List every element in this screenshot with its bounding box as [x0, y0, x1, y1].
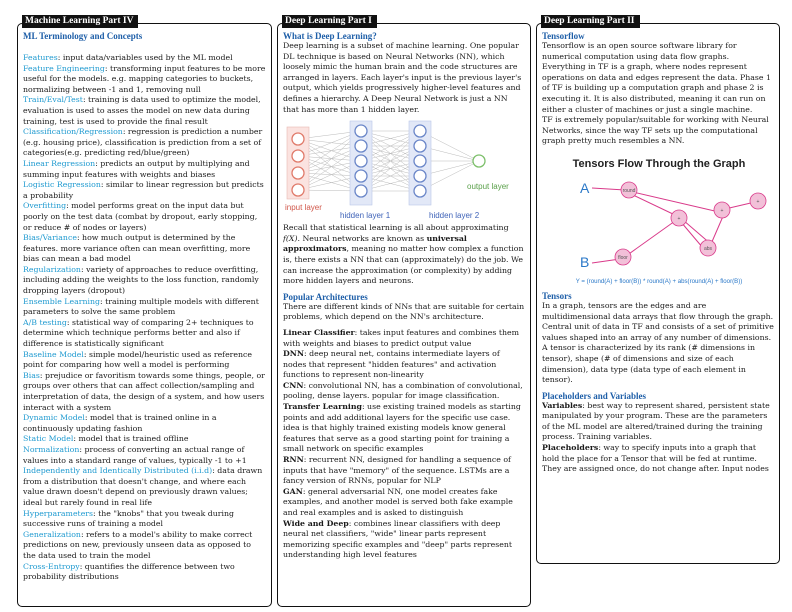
term-label: Ensemble Learning [23, 296, 100, 306]
term-entry [23, 265, 266, 297]
architecture-description: : combines linear classifiers with deep neural net classifiers, "wide" linear parts represent memorizing specific examples and "deep" parts represent understanding high level features [283, 518, 512, 560]
architecture-entry [283, 328, 525, 349]
op-add-2: + [720, 207, 724, 214]
term-label: Dynamic Model [23, 413, 85, 423]
paragraph-variables [542, 401, 774, 443]
term-entry [23, 445, 266, 466]
tensor-flow-graph-figure [542, 153, 774, 287]
term-label: Cross-Entropy [23, 561, 80, 571]
term-entry [23, 159, 266, 180]
paragraph-dl-intro: Deep learning is a subset of machine learning. One popular DL technique is based on Neural Networks (NN), which loosely mimic the human brain and the code structures are arranged in layers. Each layer's input is the previous layer's output, which yields progressively higher-level features and defines a hierarchy. A Deep Neural Network is just a NN that has more than 1 hidden layer. [283, 41, 522, 114]
graph-nodes [615, 182, 766, 265]
hidden2-node [414, 125, 426, 137]
term-entry [23, 201, 266, 233]
term-definition: : model that is trained offline [73, 434, 189, 444]
term-definition: : variety of approaches to reduce overfitting, including adding the weights to the loss function, randomly dropping layers (dropout) [23, 264, 259, 296]
text-run: , meaning no matter how complex a function is, there exists a NN that can (approximately) do the job. We can increase the approximation (or complexity) by adding more hidden layers and neurons. [283, 244, 524, 286]
column-ml-part-iv [17, 16, 272, 607]
node-a-label: A [580, 179, 590, 196]
term-entry [23, 95, 266, 127]
column-content [23, 31, 266, 604]
term-definition: : quantifies the difference between two probability distributions [23, 561, 235, 582]
term-label: Overfitting [23, 201, 67, 211]
term-label: A/B testing [23, 317, 67, 327]
architecture-name: GAN [283, 486, 303, 496]
bold-universal-approximators: universal approximators [283, 233, 467, 254]
column-content [542, 31, 774, 561]
paragraph-tensorflow: Tensorflow is an open source software library for numerical computation using data flow graphs. Everything in TF is a graph, where nodes represent operations on data and edges represent the data. Phase 1 of TF is building up a computation graph and phase 2 is executing it. It is also distributed, meaning it can run on either a cluster of machines or just a single machine. [542, 41, 771, 114]
math-fx: f(X) [283, 233, 298, 243]
architecture-name: RNN [283, 455, 304, 465]
term-entry [23, 434, 266, 445]
definition-variables: : best way to represent shared, persistent state manipulated by your program. These are the parameters of the ML model are altered/trained during the training process. Training variables. [542, 400, 770, 442]
term-entry [23, 53, 266, 64]
term-placeholders: Placeholders [542, 443, 599, 453]
section-heading-tensorflow: Tensorflow [542, 31, 585, 41]
architecture-name: Transfer Learning [283, 402, 362, 412]
term-label: Linear Regression [23, 158, 96, 168]
term-definition: : regression is prediction a number (e.g. housing price), classification is prediction from a set of categories(e.g. predicting red/blue/green) [23, 127, 263, 158]
input-node [292, 133, 304, 145]
output-node [473, 155, 485, 167]
term-label: Hyperparameters [23, 508, 94, 518]
term-label: Features [23, 53, 58, 62]
input-node [292, 150, 304, 162]
node-b-label: B [580, 253, 590, 270]
term-entry [23, 127, 266, 159]
term-definition: : model performs great on the input data but poorly on the test data (combat by dropout, early stopping, or reduce # of nodes or layers) [23, 201, 258, 232]
term-definition: : data drawn from a distribution that doesn't change, and where each value drawn doesn't depend on previously drawn values; ideal but rarely found in real life [23, 466, 263, 507]
term-definition: : refers to a model's ability to make correct predictions on new, previously unseen data as opposed to the data used to train the model [23, 529, 253, 560]
term-entry [23, 350, 266, 371]
architecture-entry [283, 455, 525, 487]
input-layer-label: input layer [285, 203, 322, 213]
column-deep-learning-part-ii [536, 16, 780, 564]
section-heading-placeholders-variables: Placeholders and Variables [542, 390, 647, 401]
column-content [283, 31, 525, 604]
hidden2-node [414, 185, 426, 197]
op-floor: floor [618, 254, 628, 261]
term-definition: : how much output is determined by the features. more variance often can mean overfitting, more bias can mean a bad model [23, 233, 251, 264]
architecture-name: Wide and Deep [283, 518, 349, 528]
op-add-1: + [677, 215, 681, 222]
term-definition: : the "knobs" that you tweak during successive runs of training a model [23, 508, 235, 529]
nn-connections [298, 131, 479, 191]
term-label: Normalization [23, 444, 80, 454]
term-definition: : statistical way of comparing 2+ techniques to determine which technique performs better and also if difference is statistically significant [23, 317, 254, 349]
hidden-layer-2-label: hidden layer 2 [429, 211, 480, 221]
paragraph-tensor-rank: A tensor is characterized by its rank (# dimensions in tensor), shape (# of dimensions and size of each dimension), data type (data type of each element in tensor). [542, 343, 756, 385]
hidden1-node [355, 185, 367, 197]
output-layer-label: output layer [467, 182, 509, 192]
term-label: Feature Engineering [23, 63, 105, 73]
column-deep-learning-part-i [277, 16, 531, 607]
term-label: Bias/Variance [23, 233, 77, 243]
architecture-entry [283, 487, 525, 519]
architecture-description: : general adversarial NN, one model creates fake examples, and another model is served both fake example and real examples and is asked to distinguish [283, 486, 513, 517]
hidden2-node [414, 155, 426, 167]
term-label: Static Model [23, 434, 74, 444]
term-label: Regularization [23, 264, 81, 274]
architecture-description: : takes input features and combines them with weights and biases to predict output value [283, 327, 519, 348]
op-abs: abs [703, 245, 713, 252]
paragraph-universal-approximators [283, 223, 525, 287]
term-entry [23, 509, 266, 530]
term-entry [23, 562, 266, 583]
term-definition: : similar to linear regression but predicts a probability [23, 180, 264, 200]
term-entry [23, 233, 266, 265]
section-heading-tensors: Tensors [542, 290, 572, 301]
hidden-layer-1-label: hidden layer 1 [340, 211, 391, 221]
architecture-name: Linear Classifier [283, 327, 355, 337]
architectures-list [283, 328, 525, 561]
term-definition: : simple model/heuristic used as reference point for comparing how well a model is performing [23, 349, 253, 370]
term-entry [23, 64, 266, 96]
architecture-description: : convolutional NN, has a combination of convolutional, pooling, dense layers. popular for image classification. [283, 380, 523, 401]
hidden1-node [355, 170, 367, 182]
hidden2-node [414, 170, 426, 182]
section-heading-ml-terminology: ML Terminology and Concepts [23, 31, 143, 41]
paragraph-placeholders [542, 443, 774, 475]
architecture-name: CNN [283, 380, 304, 390]
hidden1-node [355, 155, 367, 167]
term-label: Logistic Regression [23, 180, 101, 190]
section-heading-popular-architectures: Popular Architectures [283, 291, 368, 302]
architecture-description: : recurrent NN, designed for handling a sequence of inputs that have "memory" of the sequence. LSTMs are a fancy version of RNNs, popular for NLP [283, 455, 511, 486]
hidden1-node [355, 125, 367, 137]
paragraph-tf-nn: TF is extremely popular/suitable for working with Neural Networks, since the way TF sets up the computational graph pretty much resembles a NN. [542, 115, 769, 146]
neural-network-figure [283, 117, 525, 221]
term-entry [23, 371, 266, 413]
definition-placeholders: : way to specify inputs into a graph that hold the place for a Tensor that will be fed at runtime. They are assigned once, do not change after. Input nodes [542, 443, 769, 474]
term-definition: : prejudice or favoritism towards some things, people, or groups over others that can affect collection/sampling and interpretation of data, the design of a system, and how users interact with a system [23, 370, 265, 412]
term-definition: : process of converting an actual range of values into a standard range of values, typically -1 to +1 [23, 444, 247, 465]
architecture-name: DNN [283, 349, 305, 359]
column-title: Machine Learning Part IV [22, 15, 138, 28]
term-entry [23, 297, 266, 318]
architecture-entry [283, 519, 525, 561]
term-entry [23, 413, 266, 434]
term-definition: : model that is trained online in a continuously updating fashion [23, 413, 217, 433]
hidden1-node [355, 140, 367, 152]
term-label: Bias [23, 370, 40, 380]
architecture-entry [283, 349, 525, 381]
text-run: Recall that statistical learning is all about approximating [283, 223, 509, 233]
term-definition: : training is data used to optimize the model, evaluation is used to asses the model on new data during training, test is used to provide the final result [23, 95, 261, 126]
op-add-3: + [756, 198, 760, 205]
term-label: Generalization [23, 529, 81, 539]
term-label: Baseline Model [23, 349, 84, 359]
hidden2-node [414, 140, 426, 152]
terminology-list [23, 53, 266, 583]
term-entry [23, 318, 266, 350]
input-node [292, 184, 304, 196]
term-definition: : input data/variables used by the ML model [57, 53, 233, 62]
text-run: . Neural networks are known as [297, 233, 427, 243]
term-definition: : predicts an output by multiplying and summing input features with weights and biases [23, 158, 250, 179]
column-title: Deep Learning Part II [541, 15, 640, 28]
section-heading-what-is-dl: What is Deep Learning? [283, 31, 377, 41]
op-round: round [622, 187, 636, 194]
paragraph-architectures-intro: There are different kinds of NNs that are suitable for certain problems, which depend on the NN's architecture. [283, 301, 525, 322]
term-label: Independently and Identically Distributed (i.i.d) [23, 466, 213, 476]
architecture-description: : deep neural net, contains intermediate layers of nodes that represent "hidden features" and activation functions to represent non-linearity [283, 349, 500, 380]
term-definition: : transforming input features to be more useful for the models. e.g. mapping categories to buckets, normalizing between -1 and 1, removing null [23, 63, 266, 94]
input-node [292, 167, 304, 179]
term-label: Classification/Regression [23, 127, 123, 137]
figure-title: Tensors Flow Through the Graph [572, 157, 746, 170]
architecture-description: : use existing trained models as starting points and add additional layers for the specific use case. idea is that highly trained existing models know general features that serve as a good starting point for training a small network on specific examples [283, 402, 521, 454]
term-variables: Variables [542, 400, 583, 410]
paragraph-tensors: In a graph, tensors are the edges and are multidimensional data arrays that flow through the graph. Central unit of data in TF and consists of a set of primitive values shaped into an array of any number of dimensions. [542, 300, 774, 342]
architecture-entry [283, 402, 525, 455]
formula: Y = (round(A) + floor(B)) * round(A) + abs(round(A) + floor(B)) [575, 277, 743, 285]
term-label: Train/Eval/Test [23, 95, 83, 105]
architecture-entry [283, 381, 525, 402]
term-definition: : training multiple models with different parameters to solve the same problem [23, 296, 259, 317]
term-entry [23, 530, 266, 562]
term-entry [23, 180, 266, 201]
term-entry [23, 466, 266, 508]
column-title: Deep Learning Part I [282, 15, 377, 28]
